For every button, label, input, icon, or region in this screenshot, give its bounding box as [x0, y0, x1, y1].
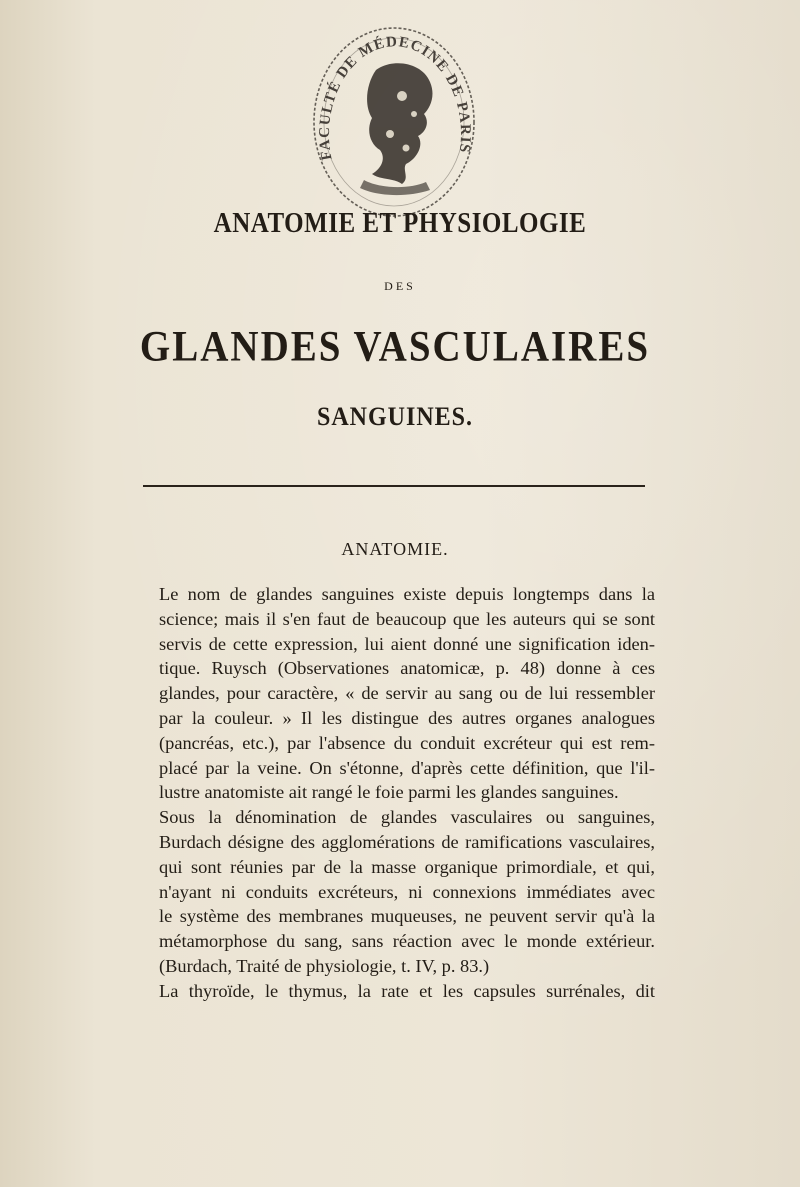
- text-line: glandes, pour caractère, « de servir au sang ou de lui ressembler: [159, 683, 655, 704]
- text-line: Burdach désigne des agglomérations de ramifications vasculaires,: [159, 831, 655, 852]
- section-title: ANATOMIE.: [341, 539, 449, 559]
- paragraph: [143, 805, 655, 979]
- paragraph: [143, 979, 655, 1004]
- title-line-4: SANGUINES.: [316, 402, 474, 432]
- text-line: Le nom de glandes sanguines existe depuis longtemps dans la: [159, 584, 655, 604]
- text-line: métamorphose du sang, sans réaction avec le monde extérieur.: [159, 931, 655, 952]
- title-line-1: ANATOMIE ET PHYSIOLOGIE: [213, 208, 587, 239]
- text-line: (pancréas, etc.), par l'absence du conduit excréteur qui est rem-: [159, 732, 655, 753]
- svg-text:FACULTÉ DE MÉDECINE DE PARIS: FACULTÉ DE MÉDECINE DE PARIS: [316, 34, 474, 162]
- title-rule: [143, 485, 645, 487]
- text-line: science; mais il s'en faut de beaucoup que les auteurs qui se sont: [159, 608, 655, 629]
- library-stamp: [306, 18, 482, 218]
- text-line: le système des membranes muqueuses, ne peuvent servir qu'à la: [159, 906, 655, 927]
- title-line-2: DES: [384, 279, 416, 293]
- text-line: lustre anatomiste ait rangé le foie parmi les glandes sanguines.: [159, 782, 619, 803]
- text-line: servis de cette expression, lui aient donné une signification iden-: [159, 633, 655, 654]
- text-line: qui sont réunies par de la masse organique primordiale, et qui,: [159, 856, 655, 877]
- body-text: [143, 582, 655, 1004]
- title-line-3: GLANDES VASCULAIRES: [139, 322, 651, 371]
- text-line: (Burdach, Traité de physiologie, t. IV, p. 83.): [159, 955, 490, 976]
- text-line: Sous la dénomination de glandes vasculaires ou sanguines,: [159, 807, 655, 828]
- paragraph: [143, 582, 655, 805]
- text-line: tique. Ruysch (Observationes anatomicæ, p. 48) donne à ces: [159, 658, 655, 679]
- text-line: n'ayant ni conduits excréteurs, ni connexions immédiates avec: [159, 881, 655, 902]
- text-line: par la couleur. » Il les distingue des autres organes analogues: [159, 707, 655, 728]
- text-line: La thyroïde, le thymus, la rate et les capsules surrénales, dit: [159, 980, 655, 1001]
- text-line: placé par la veine. On s'étonne, d'après cette définition, que l'il-: [159, 757, 655, 778]
